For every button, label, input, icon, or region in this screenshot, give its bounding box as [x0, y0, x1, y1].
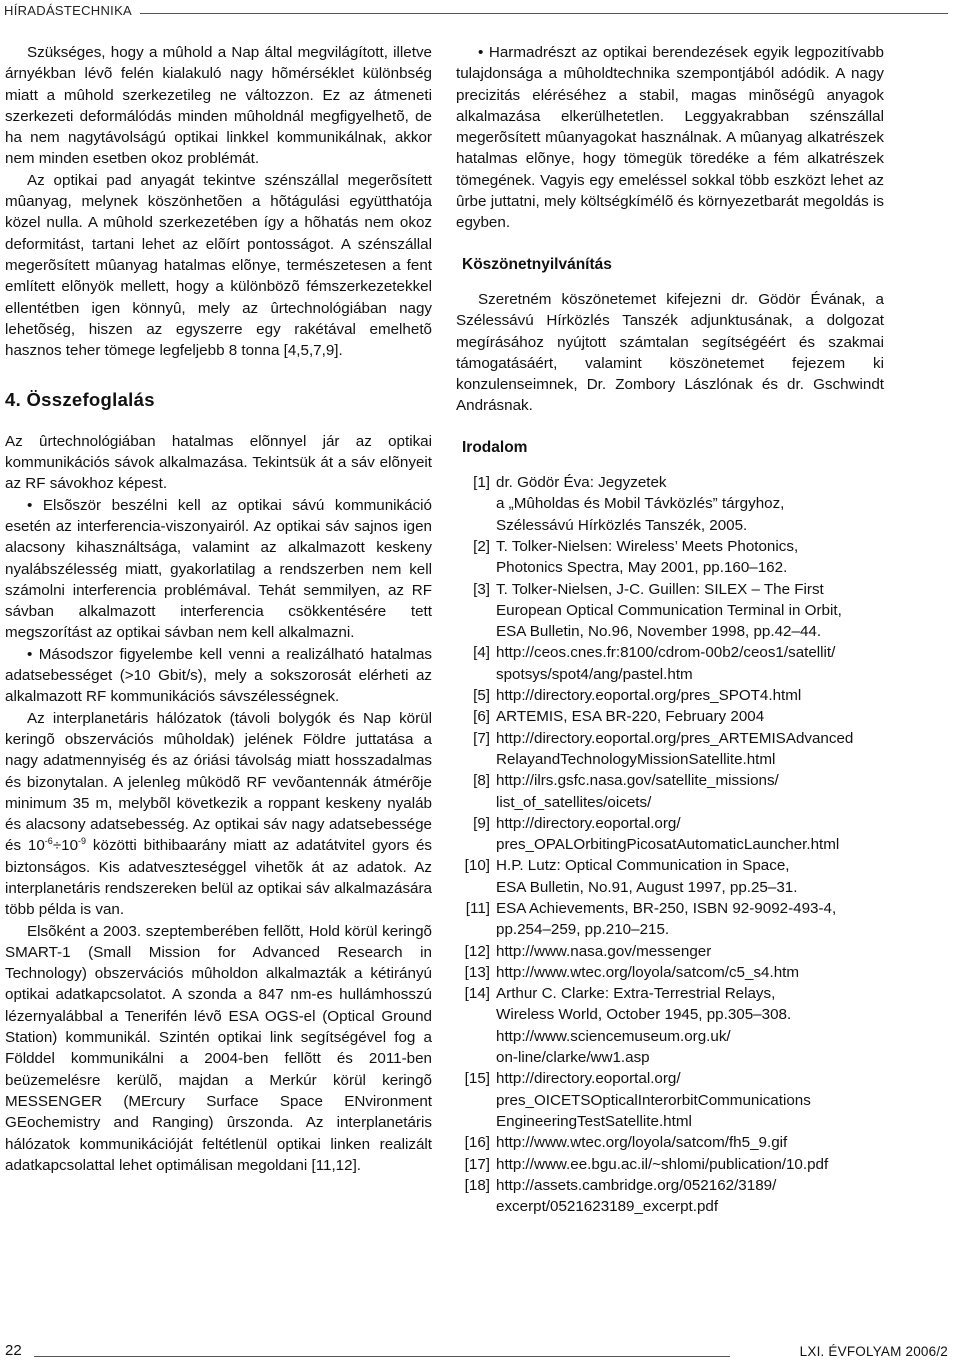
- reference-item: [456, 685, 884, 706]
- reference-line: Wireless World, October 1945, pp.305–308.: [496, 1006, 792, 1024]
- reference-item: [456, 728, 884, 771]
- reference-line: EngineeringTestSatellite.html: [496, 1112, 692, 1130]
- reference-item: [456, 642, 884, 685]
- reference-number: [2]: [473, 537, 490, 555]
- reference-line: http://www.wtec.org/loyola/satcom/c5_s4.htm: [496, 963, 800, 981]
- reference-number: [18]: [464, 1176, 490, 1194]
- reference-item: [456, 1154, 884, 1175]
- bullet-paragraph: • Elsõször beszélni kell az optikai sávú kommunikáció esetén az interferencia-viszonyairól. Az optikai sáv sajnos igen alacsony kihasználtsága, valamint az alkalmazott keskeny nyalábszélesség miatt, gyakorlatilag a rendszerben nem kell számolni interferencia problémával. Tehát semmilyen, az RF sávban alkalmazott interferencia csökkentésére tett megszorítást az optikai sávban nem kell alkalmazni.: [5, 495, 432, 644]
- reference-number: [14]: [464, 985, 490, 1003]
- reference-line: ESA Bulletin, No.91, August 1997, pp.25–31.: [496, 878, 798, 896]
- reference-item: [456, 472, 884, 536]
- reference-number: [1]: [473, 474, 490, 492]
- reference-line: http://www.sciencemuseum.org.uk/: [496, 1027, 731, 1045]
- reference-line: http://directory.eoportal.org/: [496, 1070, 681, 1088]
- paragraph-text: közötti bithibaarány miatt az adatátvitel gyors és biztonságos. Kis adatveszteséggel vihetõk át az adatok. Az interplanetáris rendszereken belül az optikai sáv alkalmazására több példa is van.: [5, 837, 433, 919]
- reference-line: http://directory.eoportal.org/: [496, 814, 681, 832]
- reference-line: ARTEMIS, ESA BR-220, February 2004: [496, 708, 765, 726]
- reference-line: RelayandTechnologyMissionSatellite.html: [496, 750, 776, 768]
- paragraph-text: Az interplanetáris hálózatok (távoli bolygók és Nap körül keringõ obszervációs mûholdak) jelének Földre juttatása a nagy adatmennyiség és az óriási távolság miatt hosszadalmas és bizonytalan. A jelenleg mûködõ RF vevõantennák átmérõje minimum 35 m, melybõl következik a roppant keskeny nyaláb és alacsony adatsebesség. Az optikai sáv nagy adatsebessége és 10: [5, 709, 432, 855]
- reference-number: [11]: [465, 899, 490, 917]
- exponent: -6: [44, 836, 53, 847]
- reference-line: http://ilrs.gsfc.nasa.gov/satellite_missions/: [496, 772, 779, 790]
- reference-line: spotsys/spot4/ang/pastel.htm: [496, 665, 693, 683]
- reference-line: pp.254–259, pp.210–215.: [496, 921, 670, 939]
- reference-number: [5]: [473, 687, 490, 705]
- reference-item: [456, 941, 884, 962]
- reference-line: Photonics Spectra, May 2001, pp.160–162.: [496, 559, 788, 577]
- reference-line: a „Mûholdas és Mobil Távközlés” tárgyhoz,: [496, 495, 785, 513]
- paragraph-text: ÷10: [52, 837, 79, 855]
- reference-line: http://directory.eoportal.org/pres_SPOT4.html: [496, 687, 802, 705]
- header-rule: [140, 13, 948, 14]
- reference-line: http://directory.eoportal.org/pres_ARTEMISAdvanced: [496, 729, 854, 747]
- reference-number: [17]: [464, 1155, 490, 1173]
- reference-item: [456, 1175, 884, 1218]
- reference-item: [456, 536, 884, 579]
- journal-title: HÍRADÁSTECHNIKA: [4, 3, 133, 18]
- acknowledgement-heading: Köszönetnyilvánítás: [462, 255, 612, 273]
- reference-number: [12]: [464, 942, 490, 960]
- reference-item: [456, 983, 884, 1068]
- reference-item: [456, 1068, 884, 1132]
- reference-line: on-line/clarke/ww1.asp: [496, 1049, 650, 1067]
- reference-line: H.P. Lutz: Optical Communication in Space,: [496, 857, 790, 875]
- reference-line: http://ceos.cnes.fr:8100/cdrom-00b2/ceos1/satellit/: [496, 644, 836, 662]
- reference-number: [15]: [464, 1070, 490, 1088]
- bullet-paragraph: • Harmadrészt az optikai berendezések egyik legpozitívabb tulajdonsága a mûholdtechnika szempontjából adódik. A nagy precizitás eléréséhez a stabil, magas minõségû anyagok alkalmazása elkerülhetetlen. Leggyakrabban szénszállal megerõsített mûanyagokat használnak. A mûanyag alkatrészek hatalmas elõnye, hogy tömegük töredéke a fém alkatrészek tömegének. Vagyis egy emeléssel sokkal több eszközt lehet az ûrbe juttatni, mely költségkímélõ és környezetbarát megoldás is egyben.: [456, 42, 884, 234]
- reference-line: European Optical Communication Terminal in Orbit,: [496, 601, 842, 619]
- reference-line: list_of_satellites/oicets/: [496, 793, 652, 811]
- reference-list: [456, 472, 884, 1217]
- reference-line: pres_OPALOrbitingPicosatAutomaticLauncher.html: [496, 836, 840, 854]
- reference-number: [9]: [473, 814, 490, 832]
- reference-number: [13]: [464, 963, 490, 981]
- reference-line: ESA Bulletin, No.96, November 1998, pp.42–44.: [496, 623, 822, 641]
- left-column: [5, 42, 432, 1176]
- reference-number: [4]: [473, 644, 490, 662]
- reference-item: [456, 855, 884, 898]
- reference-line: pres_OICETSOpticalInterorbitCommunications: [496, 1091, 811, 1109]
- reference-line: http://www.ee.bgu.ac.il/~shlomi/publication/10.pdf: [496, 1155, 829, 1173]
- running-header: [0, 0, 960, 24]
- reference-line: ESA Achievements, BR-250, ISBN 92-9092-493-4,: [496, 899, 837, 917]
- reference-line: Szélessávú Hírközlés Tanszék, 2005.: [496, 516, 748, 534]
- reference-item: [456, 579, 884, 643]
- reference-item: [456, 813, 884, 856]
- page-footer: [0, 1338, 960, 1364]
- reference-line: T. Tolker-Nielsen: Wireless’ Meets Photonics,: [496, 537, 799, 555]
- paragraph: Az ûrtechnológiában hatalmas elõnnyel jár az optikai kommunikációs sávok alkalmazása. Tekintsük át a sáv elõnyeit az RF sávokhoz képest.: [5, 432, 432, 493]
- reference-item: [456, 898, 884, 941]
- reference-line: T. Tolker-Nielsen, J-C. Guillen: SILEX – The First: [496, 580, 824, 598]
- reference-number: [16]: [464, 1134, 490, 1152]
- footer-rule: [34, 1356, 730, 1357]
- reference-line: http://www.wtec.org/loyola/satcom/fh5_9.gif: [496, 1134, 788, 1152]
- paragraph: Elsõként a 2003. szeptemberében fellõtt, Hold körül keringõ SMART-1 (Small Mission for Advanced Research in Technology) obszervációs mûholdon alkalmazták a kétirányú optikai adatkapcsolatot. A szonda a 847 nm-es hullámhosszú lézernyalábbal a Tenerifén lévõ ESA OGS-el (Optical Ground Station) kommunikál. Szintén optikai link segítségével fog a Földdel kommunikálni a 2004-ben fellõtt és 2011-ben beüzemelésre kerülõ, majdan a Merkúr körül keringõ MESSENGER (MErcury Surface Space ENvironment GEochemistry and Ranging) ûrszonda. Az interplanetáris hálózatok kommunikációját feltétlenül optikai linken realizált adatkapcsolattal lehet optimálisan megoldani [11,12].: [5, 922, 432, 1174]
- exponent: -9: [78, 836, 87, 847]
- paragraph: Az optikai pad anyagát tekintve szénszállal megerõsített mûanyag, melynek köszönhetõen a hõtágulási együtthatója közel nulla. A mûhold szerkezetében így a hõhatás nem okoz deformitást, tartani lehet az elõírt pontosságot. A szénszállal megerõsített mûanyag hatalmas elõnye, természetesen a fent említett elõnyök mellett, hogy a különbözõ fémszerkezetekkel ellentétben igen könnyû, mely az ûrtechnológiában nagy lehetõség, hiszen az egyszerre egy rakétával emelhetõ hasznos teher tömege legfeljebb 8 tonna [4,5,7,9].: [5, 171, 432, 360]
- reference-item: [456, 962, 884, 983]
- reference-item: [456, 706, 884, 727]
- bullet-paragraph: • Másodszor figyelembe kell venni a realizálható hatalmas adatsebességet (>10 Gbit/s), mely a sokszorosát elérheti az alkalmazott RF kommunikációs sávszélességnek.: [5, 644, 432, 708]
- section-heading: 4. Összefoglalás: [5, 389, 155, 411]
- reference-number: [3]: [473, 580, 490, 598]
- acknowledgement-text: Szeretném köszönetemet kifejezni dr. Gödör Évának, a Szélessávú Hírközlés Tanszék adjunktusának, a dolgozat megírásához nyújtott számtalan segítségéért és szakmai támogatásáért, valamint köszönetemet fejezem ki konzulenseimnek, Dr. Zombory Lászlónak és dr. Gschwindt Andrásnak.: [456, 290, 884, 415]
- reference-line: http://www.nasa.gov/messenger: [496, 942, 712, 960]
- reference-item: [456, 770, 884, 813]
- reference-number: [10]: [464, 857, 490, 875]
- reference-line: dr. Gödör Éva: Jegyzetek: [496, 474, 667, 492]
- references-heading: Irodalom: [462, 438, 528, 456]
- paragraph: Szükséges, hogy a mûhold a Nap által megvilágított, illetve árnyékban lévõ felén kialakuló nagy hõmérséklet különbség miatt a mûhold szerkezetileg ne változzon. Ez az átmeneti szerkezeti deformálódás minden mûholdnál megfigyelhetõ, de ha nem nagytávolságú optikai linkkel kommunikálnak, akkor nem minden esetben okoz problémát.: [5, 44, 432, 168]
- reference-item: [456, 1132, 884, 1153]
- page-number: 22: [5, 1342, 22, 1359]
- right-column: [456, 42, 884, 1217]
- reference-line: http://assets.cambridge.org/052162/3189/: [496, 1176, 777, 1194]
- paragraph-with-exponents: [5, 708, 432, 921]
- volume-label: LXI. ÉVFOLYAM 2006/2: [799, 1344, 948, 1359]
- reference-line: excerpt/0521623189_excerpt.pdf: [496, 1198, 719, 1216]
- reference-number: [7]: [473, 729, 490, 747]
- reference-number: [6]: [473, 708, 490, 726]
- reference-number: [8]: [473, 772, 490, 790]
- reference-line: Arthur C. Clarke: Extra-Terrestrial Relays,: [496, 985, 776, 1003]
